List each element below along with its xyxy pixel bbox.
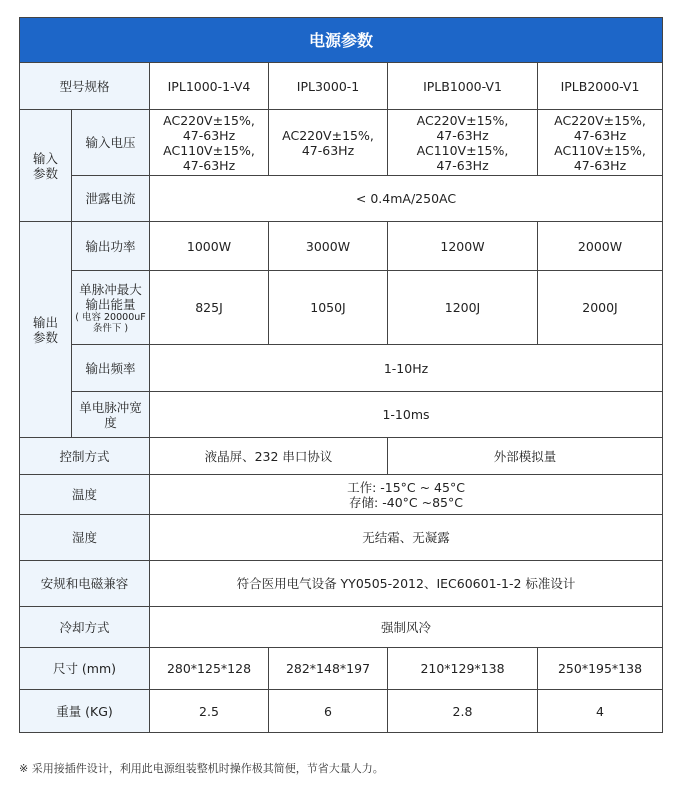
emc-label: 安规和电磁兼容 — [20, 561, 150, 607]
energy-label-text: 单脉冲最大输出能量 — [79, 281, 142, 312]
size-4: 250*195*138 — [538, 648, 663, 690]
cooling-label: 冷却方式 — [20, 607, 150, 648]
input-voltage-4: AC220V±15%, 47-63Hz AC110V±15%, 47-63Hz — [538, 110, 663, 176]
input-voltage-3: AC220V±15%, 47-63Hz AC110V±15%, 47-63Hz — [388, 110, 538, 176]
output-frequency-row — [20, 345, 663, 392]
output-power-2: 3000W — [269, 222, 388, 271]
energy-note: ( 电容 20000uF 条件下 ) — [75, 311, 146, 334]
temperature-row — [20, 475, 663, 515]
size-2: 282*148*197 — [269, 648, 388, 690]
model-1: IPL1000-1-V4 — [150, 63, 269, 110]
humidity-value: 无结霜、无凝露 — [150, 515, 663, 561]
humidity-label: 湿度 — [20, 515, 150, 561]
model-2: IPL3000-1 — [269, 63, 388, 110]
pulse-width-row — [20, 392, 663, 438]
size-row — [20, 648, 663, 690]
power-spec-table — [19, 17, 663, 733]
output-frequency-value: 1-10Hz — [150, 345, 663, 392]
emc-value: 符合医用电气设备 YY0505-2012、IEC60601-1-2 标准设计 — [150, 561, 663, 607]
output-power-1: 1000W — [150, 222, 269, 271]
output-energy-row — [20, 271, 663, 345]
leakage-row — [20, 176, 663, 222]
input-voltage-row — [20, 110, 663, 176]
pulse-width-value: 1-10ms — [150, 392, 663, 438]
output-energy-label — [72, 271, 150, 345]
weight-1: 2.5 — [150, 690, 269, 733]
size-3: 210*129*138 — [388, 648, 538, 690]
output-group-label: 输出 参数 — [20, 222, 72, 438]
input-voltage-label: 输入电压 — [72, 110, 150, 176]
control-label: 控制方式 — [20, 438, 150, 475]
emc-row — [20, 561, 663, 607]
cooling-row — [20, 607, 663, 648]
output-power-row — [20, 222, 663, 271]
weight-2: 6 — [269, 690, 388, 733]
output-energy-1: 825J — [150, 271, 269, 345]
output-energy-3: 1200J — [388, 271, 538, 345]
temperature-work: 工作: -15°C ~ 45°C — [347, 479, 465, 495]
weight-label: 重量 (KG) — [20, 690, 150, 733]
table-title: 电源参数 — [20, 18, 663, 63]
temperature-value — [150, 475, 663, 515]
input-voltage-2: AC220V±15%, 47-63Hz — [269, 110, 388, 176]
humidity-row — [20, 515, 663, 561]
control-left: 液晶屏、232 串口协议 — [150, 438, 388, 475]
title-row — [20, 18, 663, 63]
temperature-label: 温度 — [20, 475, 150, 515]
input-voltage-1: AC220V±15%, 47-63Hz AC110V±15%, 47-63Hz — [150, 110, 269, 176]
temperature-storage: 存储: -40°C ~85°C — [349, 494, 463, 510]
output-frequency-label: 输出频率 — [72, 345, 150, 392]
model-4: IPLB2000-V1 — [538, 63, 663, 110]
output-energy-4: 2000J — [538, 271, 663, 345]
size-1: 280*125*128 — [150, 648, 269, 690]
output-energy-2: 1050J — [269, 271, 388, 345]
size-label: 尺寸 (mm) — [20, 648, 150, 690]
output-power-label: 输出功率 — [72, 222, 150, 271]
model-row — [20, 63, 663, 110]
leakage-value: < 0.4mA/250AC — [150, 176, 663, 222]
cooling-value: 强制风冷 — [150, 607, 663, 648]
weight-row — [20, 690, 663, 733]
weight-3: 2.8 — [388, 690, 538, 733]
pulse-width-label: 单电脉冲宽度 — [72, 392, 150, 438]
model-3: IPLB1000-V1 — [388, 63, 538, 110]
input-group-label: 输入 参数 — [20, 110, 72, 222]
footnote: ※ 采用接插件设计，利用此电源组装整机时操作极其简便，节省大量人力。 — [19, 762, 384, 775]
weight-4: 4 — [538, 690, 663, 733]
control-row — [20, 438, 663, 475]
control-right: 外部模拟量 — [388, 438, 663, 475]
output-power-3: 1200W — [388, 222, 538, 271]
model-label: 型号规格 — [20, 63, 150, 110]
leakage-label: 泄露电流 — [72, 176, 150, 222]
output-power-4: 2000W — [538, 222, 663, 271]
